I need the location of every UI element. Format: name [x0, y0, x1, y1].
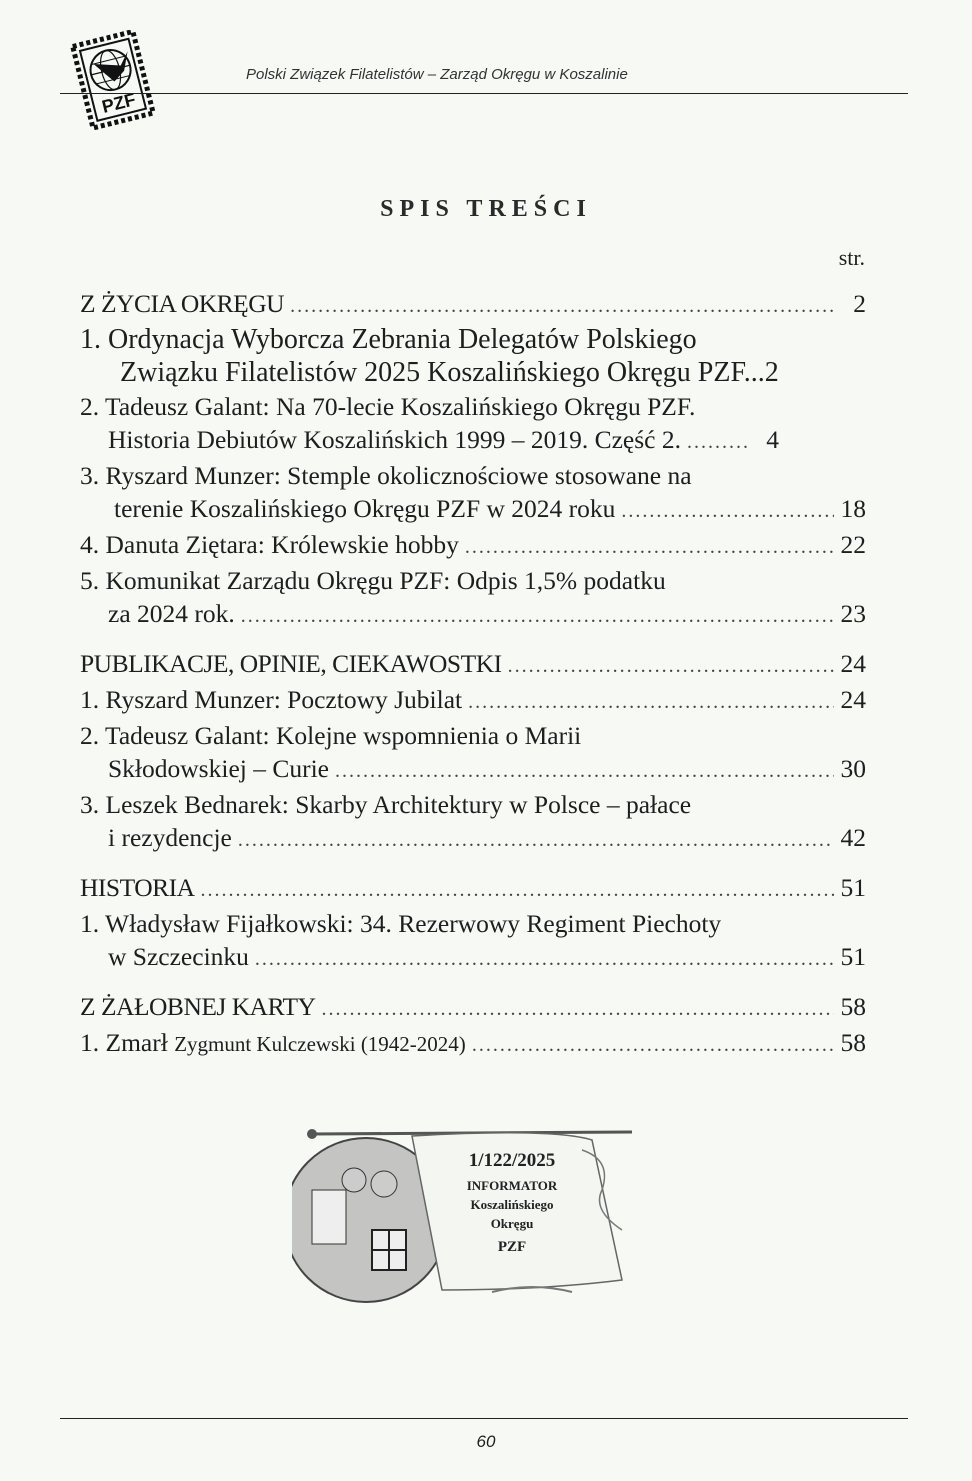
- dot-leader: [201, 874, 834, 907]
- page-number: 60: [476, 1432, 496, 1451]
- issue-number: 1/122/2025: [468, 1150, 556, 1171]
- toc-entry[interactable]: 3. Leszek Bednarek: Skarby Architektury w Polsce – pałace i rezydencje ..... 42: [80, 788, 866, 857]
- toc-entry[interactable]: 5. Komunikat Zarządu Okręgu PZF: Odpis 1,5% podatku za 2024 rok. ..... 23: [80, 564, 866, 633]
- toc-entry[interactable]: 2. Tadeusz Galant: Kolejne wspomnienia o Marii Skłodowskiej – Curie ..... 30: [80, 719, 866, 788]
- toc-section-heading[interactable]: PUBLIKACJE, OPINIE, CIEKAWOSTKI ..... 24: [80, 647, 866, 683]
- toc-entry[interactable]: 3. Ryszard Munzer: Stemple okolicznościowe stosowane na terenie Koszalińskiego Okręgu PZF w 2024 roku ..... 18: [80, 459, 866, 528]
- informator-vignette: [292, 1120, 648, 1320]
- toc-entry[interactable]: 1. Władysław Fijałkowski: 34. Rezerwowy Regiment Piechoty w Szczecinku ..... 51: [80, 907, 866, 976]
- dot-leader: [687, 426, 747, 459]
- dot-leader: [255, 943, 834, 976]
- dot-leader: [621, 495, 834, 528]
- toc-entry[interactable]: 1. Ordynacja Wyborcza Zebrania Delegatów Polskiego Związku Filatelistów 2025 Koszalińskiego Okręgu PZF... 2: [80, 324, 779, 388]
- vignette-caption: 1/122/2025 INFORMATOR Koszalińskiego Okręgu PZF: [442, 1150, 582, 1256]
- dot-leader: [465, 531, 834, 564]
- page-column-label: str.: [838, 245, 865, 270]
- toc-entry[interactable]: 1. Ryszard Munzer: Pocztowy Jubilat ..... 24: [80, 683, 866, 719]
- header-divider: [60, 93, 908, 94]
- dot-leader: [290, 290, 834, 323]
- toc-section-heading[interactable]: Z ŻAŁOBNEJ KARTY ..... 58: [80, 990, 866, 1026]
- dot-leader: [241, 600, 834, 633]
- table-of-contents: [80, 287, 866, 1062]
- dot-leader: [472, 1029, 834, 1062]
- page-title: SPIS TREŚCI: [380, 196, 592, 222]
- toc-section-heading[interactable]: HISTORIA ..... 51: [80, 871, 866, 907]
- dot-leader: [335, 755, 834, 788]
- toc-entry[interactable]: 2. Tadeusz Galant: Na 70-lecie Koszalińskiego Okręgu PZF. Historia Debiutów Koszalińskich 1999 – 2019. Część 2. ..... 4: [80, 390, 866, 459]
- dot-leader: [322, 993, 834, 1026]
- pzf-stamp-logo-icon: [64, 30, 160, 130]
- header-title: Polski Związek Filatelistów – Zarząd Okręgu w Koszalinie: [246, 66, 628, 83]
- toc-entry[interactable]: 1. Zmarł Zygmunt Kulczewski (1942-2024) ..... 58: [80, 1026, 866, 1062]
- toc-section-heading[interactable]: Z ŻYCIA OKRĘGU ..... 2: [80, 287, 866, 323]
- footer-divider: [60, 1418, 908, 1419]
- toc-entry[interactable]: 4. Danuta Ziętara: Królewskie hobby ..... 22: [80, 528, 866, 564]
- dot-leader: [238, 824, 834, 857]
- svg-text:PZF: PZF: [99, 89, 138, 117]
- dot-leader: [468, 686, 834, 719]
- dot-leader: [508, 650, 834, 683]
